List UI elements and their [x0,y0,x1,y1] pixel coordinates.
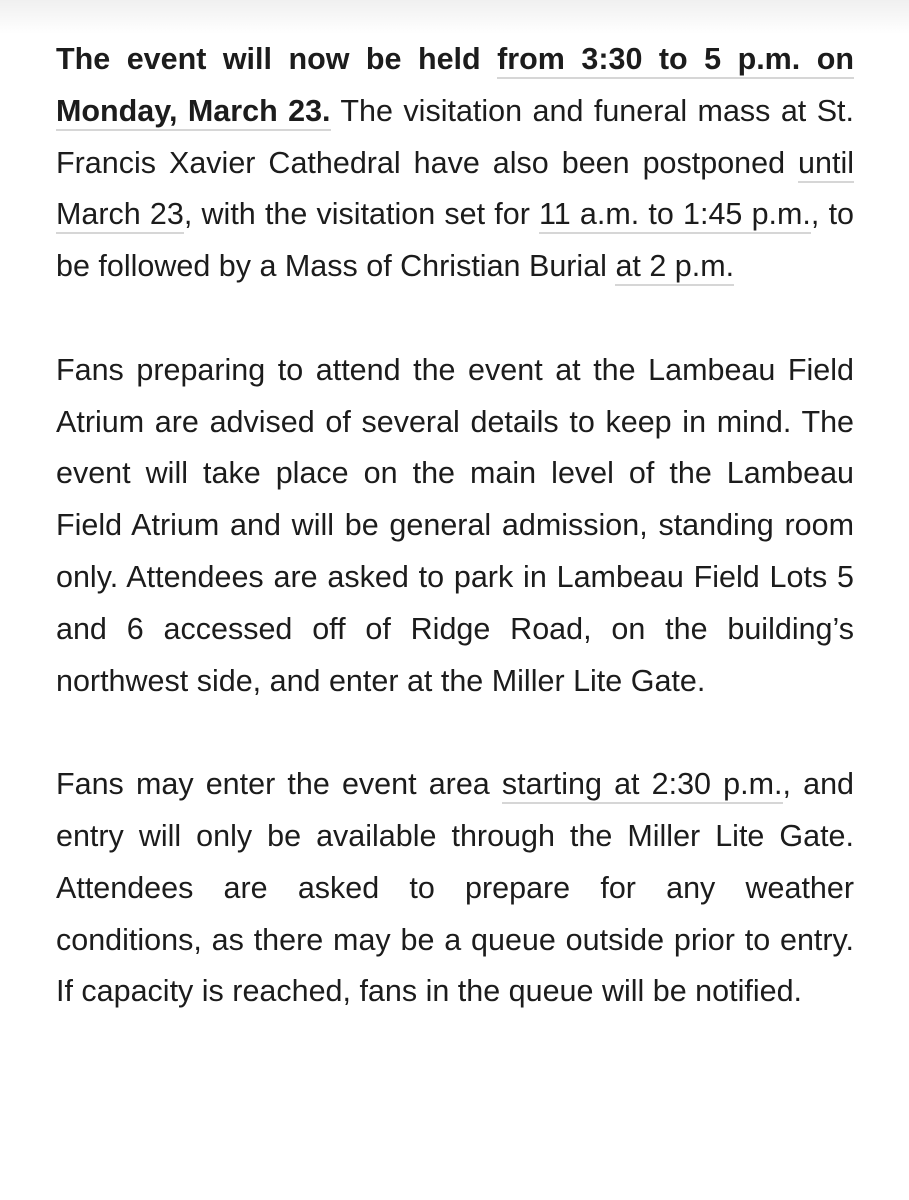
top-shadow [0,0,909,34]
postponed-date-link[interactable]: until March 23 [56,146,854,235]
paragraph-entry [56,759,854,1018]
lead-sentence: The event will now be held [56,42,498,76]
paragraph-text: , with the visitation set for [183,197,540,232]
paragraph-details [56,345,854,708]
paragraph-text: , and entry will only be available through the Miller Lite Gate. Attendees are asked to prepare for any weather conditions, as there may be a queue outside prior to entry. If capacity is reached, fans in the queue will be notified. [56,767,855,1009]
article-body [56,34,854,1018]
paragraph-schedule [56,34,854,293]
event-time-link[interactable]: from 3:30 to 5 p.m. on Monday, March 23. [56,42,854,131]
paragraph-text: Fans preparing to attend the event at the Lambeau Field Atrium are advised of several details to keep in mind. The event will take place on the main level of the Lambeau Field Atrium and will be general admission, standing room only. Attendees are asked to park in Lambeau Field Lots 5 and 6 accessed off of Ridge Road, on the building’s northwest side, and enter at the Miller Lite Gate. [56,352,854,698]
paragraph-text: , to be followed by a Mass of Christian Burial [56,197,855,284]
mass-time-link[interactable]: at 2 p.m. [615,249,734,286]
paragraph-text: The visitation and funeral mass at St. Francis Xavier Cathedral have also been postponed [56,93,854,180]
paragraph-text: Fans may enter the event area [56,767,502,802]
visitation-time-link[interactable]: 11 a.m. to 1:45 p.m. [539,197,811,234]
entry-time-link[interactable]: starting at 2:30 p.m. [502,767,783,804]
